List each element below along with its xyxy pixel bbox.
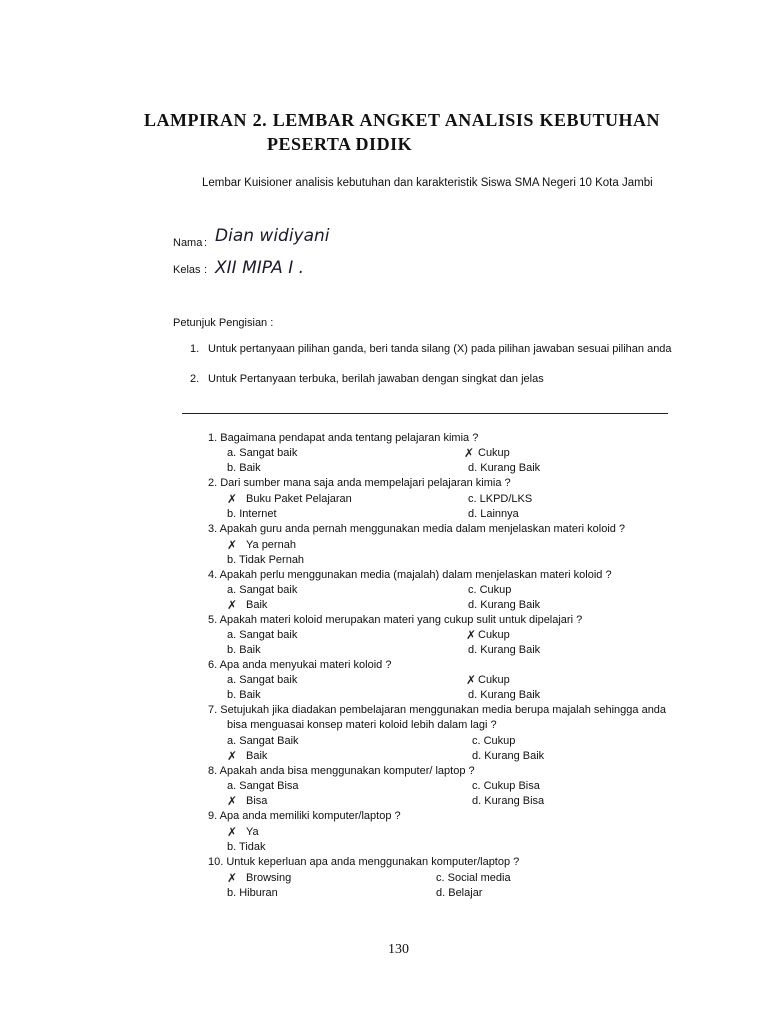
- question-2: 2. Dari sumber mana saja anda mempelajari pelajaran kimia ?: [208, 477, 511, 489]
- divider: [182, 413, 668, 414]
- kelas-label: Kelas: [173, 264, 201, 276]
- q6-x-mark: ✗: [466, 673, 477, 687]
- heading-line-2: PESERTA DIDIK: [267, 134, 413, 154]
- q9-option-a: Ya: [246, 826, 259, 838]
- q8-x-mark: ✗: [227, 794, 238, 808]
- q2-option-b: b. Internet: [227, 508, 277, 520]
- q2-option-c: c. LKPD/LKS: [468, 493, 533, 505]
- nama-colon: :: [204, 237, 208, 249]
- question-1: 1. Bagaimana pendapat anda tentang pelajaran kimia ?: [208, 432, 479, 444]
- q3-x-mark: ✗: [227, 538, 238, 552]
- question-9: 9. Apa anda memiliki komputer/laptop ?: [208, 810, 401, 822]
- q10-option-d: d. Belajar: [436, 887, 483, 899]
- nama-label: Nama: [173, 237, 203, 249]
- q6-option-d: d. Kurang Baik: [468, 689, 541, 701]
- page-number: 130: [388, 942, 409, 957]
- question-10: 10. Untuk keperluan apa anda menggunakan komputer/laptop ?: [208, 856, 520, 868]
- q6-option-a: a. Sangat baik: [227, 674, 298, 686]
- kelas-colon: :: [204, 264, 208, 276]
- question-3: 3. Apakah guru anda pernah menggunakan media dalam menjelaskan materi koloid ?: [208, 523, 626, 535]
- q9-x-mark: ✗: [227, 825, 238, 839]
- q4-x-mark: ✗: [227, 598, 238, 612]
- question-5: 5. Apakah materi koloid merupakan materi yang cukup sulit untuk dipelajari ?: [208, 614, 583, 626]
- petunjuk-2-text: Untuk Pertanyaan terbuka, berilah jawaban dengan singkat dan jelas: [208, 373, 544, 385]
- q7-option-b: Baik: [246, 750, 268, 762]
- q6-option-b: b. Baik: [227, 689, 261, 701]
- q10-x-mark: ✗: [227, 871, 238, 885]
- nama-value: Dian widiyani: [215, 226, 330, 246]
- question-7-line-2: bisa menguasai konsep materi koloid lebih dalam lagi ?: [227, 719, 497, 731]
- heading-line-1: LAMPIRAN 2. LEMBAR ANGKET ANALISIS KEBUTUHAN: [144, 110, 660, 130]
- q9-option-b: b. Tidak: [227, 841, 266, 853]
- question-7: 7. Setujukah jika diadakan pembelajaran menggunakan media berupa majalah sehingga anda: [208, 704, 667, 716]
- q7-x-mark: ✗: [227, 749, 238, 763]
- q7-option-a: a. Sangat Baik: [227, 735, 299, 747]
- petunjuk-1-num: 1.: [190, 343, 200, 355]
- form-title: Lembar Kuisioner analisis kebutuhan dan karakteristik Siswa SMA Negeri 10 Kota Jambi: [202, 177, 653, 189]
- question-8: 8. Apakah anda bisa menggunakan komputer/ laptop ?: [208, 765, 475, 777]
- q10-option-a: Browsing: [246, 872, 292, 884]
- q3-option-a: Ya pernah: [246, 539, 296, 551]
- petunjuk-title: Petunjuk Pengisian :: [173, 317, 274, 329]
- q5-option-b: b. Baik: [227, 644, 261, 656]
- q2-option-a: Buku Paket Pelajaran: [246, 493, 352, 505]
- q1-option-a: a. Sangat baik: [227, 447, 298, 459]
- q7-option-d: d. Kurang Baik: [472, 750, 545, 762]
- q8-option-d: d. Kurang Bisa: [472, 795, 545, 807]
- q1-x-mark: ✗: [464, 446, 475, 460]
- q2-x-mark: ✗: [227, 492, 238, 506]
- q4-option-d: d. Kurang Baik: [468, 599, 541, 611]
- q10-option-c: c. Social media: [436, 872, 511, 884]
- q5-option-d: d. Kurang Baik: [468, 644, 541, 656]
- q7-option-c: c. Cukup: [472, 735, 516, 747]
- petunjuk-1-text: Untuk pertanyaan pilihan ganda, beri tanda silang (X) pada pilihan jawaban sesuai pilihan anda: [208, 343, 672, 355]
- q5-option-c: Cukup: [478, 629, 510, 641]
- q4-option-c: c. Cukup: [468, 584, 512, 596]
- q8-option-a: a. Sangat Bisa: [227, 780, 299, 792]
- question-4: 4. Apakah perlu menggunakan media (majalah) dalam menjelaskan materi koloid ?: [208, 569, 612, 581]
- q8-option-c: c. Cukup Bisa: [472, 780, 540, 792]
- q5-option-a: a. Sangat baik: [227, 629, 298, 641]
- q2-option-d: d. Lainnya: [468, 508, 519, 520]
- q8-option-b: Bisa: [246, 795, 268, 807]
- q4-option-a: a. Sangat baik: [227, 584, 298, 596]
- kelas-value: XII MIPA I .: [215, 258, 305, 278]
- q10-option-b: b. Hiburan: [227, 887, 278, 899]
- q3-option-b: b. Tidak Pernah: [227, 554, 305, 566]
- petunjuk-2-num: 2.: [190, 373, 200, 385]
- q6-option-c: Cukup: [478, 674, 510, 686]
- q4-option-b: Baik: [246, 599, 268, 611]
- q1-option-b: b. Baik: [227, 462, 261, 474]
- q5-x-mark: ✗: [466, 628, 477, 642]
- q1-option-d: d. Kurang Baik: [468, 462, 541, 474]
- q1-option-c: Cukup: [478, 447, 510, 459]
- question-6: 6. Apa anda menyukai materi koloid ?: [208, 659, 392, 671]
